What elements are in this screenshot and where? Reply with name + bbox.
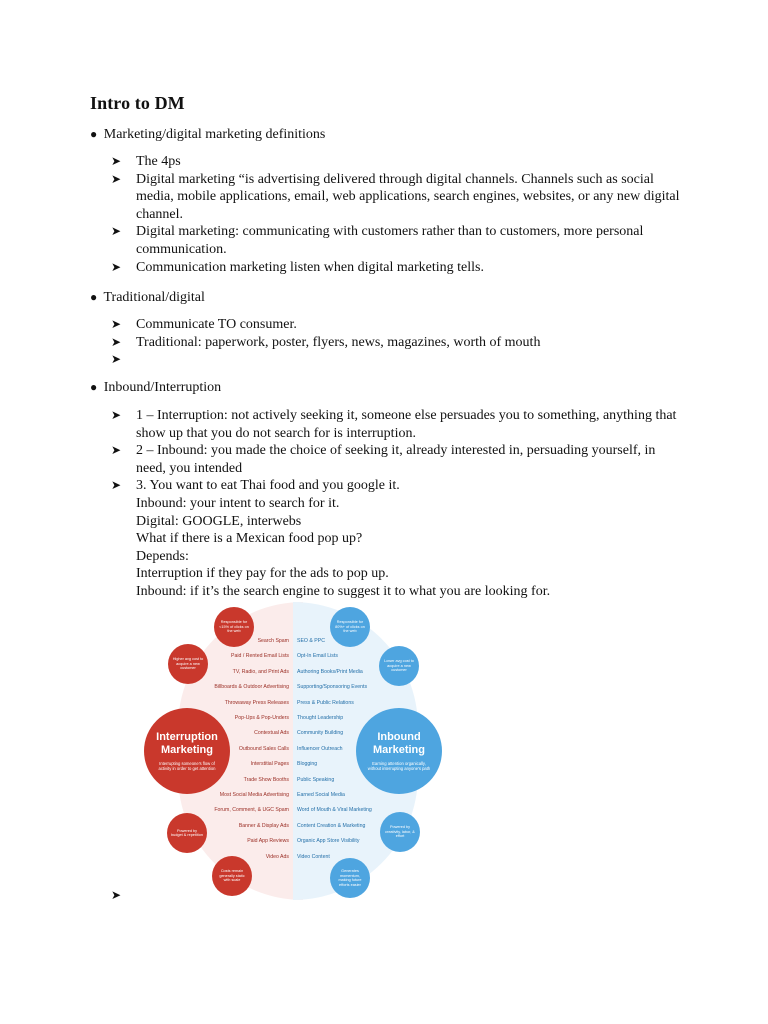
interruption-item: Outbound Sales Calls xyxy=(238,745,289,752)
list-item xyxy=(111,351,681,369)
arrow-bullet-icon: ➤ xyxy=(111,408,122,422)
interruption-item: Forum, Comment, & UGC Spam xyxy=(214,807,289,814)
list-item xyxy=(111,442,681,477)
inbound-vs-interruption-infographic xyxy=(138,602,448,902)
arrow-bullet-icon: ➤ xyxy=(111,171,122,186)
inbound-note-cost: Lower avg cost to acquire a new customer xyxy=(379,646,419,686)
list-item-text: Depends: xyxy=(136,548,189,564)
list-item-text xyxy=(136,351,681,369)
list-item-text: 2 – Inbound: you made the choice of seeking it, already interested in, persuading yourself, in xyxy=(136,443,656,459)
interruption-note-powered: Powered by budget & repetition xyxy=(167,813,207,853)
arrow-bullet-icon: ➤ xyxy=(111,334,122,349)
interruption-item: Contextual Ads xyxy=(254,730,289,737)
interruption-item: Throwaway Press Releases xyxy=(224,699,289,706)
list-item-text: show up that you do not search for is interruption. xyxy=(136,425,416,441)
inbound-item: Organic App Store Visibility xyxy=(297,838,360,845)
inbound-marketing-circle xyxy=(356,708,442,794)
interruption-item: Pop-Ups & Pop-Unders xyxy=(234,715,289,721)
inbound-item: Supporting/Sponsoring Events xyxy=(297,684,368,691)
list-item xyxy=(111,171,681,224)
list-item-text: 1 – Interruption: not actively seeking it, someone else persuades you to something, anything that xyxy=(136,408,677,423)
inbound-item: Blogging xyxy=(297,761,318,768)
interruption-item: Banner & Display Ads xyxy=(238,822,289,829)
inbound-item: Opt-In Email Lists xyxy=(297,653,338,660)
arrow-bullet-icon: ➤ xyxy=(111,352,122,367)
list-item-text: Interruption if they pay for the ads to pop up. xyxy=(136,566,389,582)
interruption-item: Interstitial Pages xyxy=(250,761,289,768)
arrow-bullet-icon: ➤ xyxy=(111,224,122,239)
arrow-bullet-icon: ➤ xyxy=(111,259,122,274)
inbound-subtitle: Earning attention organically, without interrupting anyone's path xyxy=(367,761,431,771)
inbound-note-powered: Powered by creativity, labor, & effort xyxy=(380,812,420,852)
definitions-list xyxy=(111,153,681,276)
inbound-title: Inbound Marketing xyxy=(373,731,425,756)
list-item xyxy=(111,407,681,442)
inbound-item: Authoring Books/Print Media xyxy=(297,668,363,675)
section-heading-inbound: ● Inbound/Interruption xyxy=(90,380,222,395)
inbound-item: Content Creation & Marketing xyxy=(297,822,366,829)
inbound-note-momentum: Generates momentum, making future efforts easier xyxy=(330,858,370,898)
arrow-bullet-icon: ➤ xyxy=(111,478,122,493)
arrow-bullet-icon: ➤ xyxy=(111,443,122,458)
inbound-note-clicks: Responsible for 80%+ of clicks on the web xyxy=(330,607,370,647)
list-item xyxy=(111,334,681,352)
list-item-text: need, you intended xyxy=(136,460,243,476)
list-item xyxy=(111,153,681,171)
list-item-text: communication. xyxy=(136,241,227,257)
bullet-dot-icon: ● xyxy=(90,290,98,304)
list-item-text: Digital marketing: communicating with customers rather than to customers, more personal xyxy=(136,224,644,240)
inbound-item: Community Building xyxy=(297,730,344,737)
list-item-text: media, mobile applications, email, web applications, search engines, websites, or any new digital xyxy=(136,189,680,205)
inbound-item: Earned Social Media xyxy=(297,792,345,798)
interruption-note-clicks: Responsible for <15% of clicks on the web xyxy=(214,607,254,647)
list-item-text: The 4ps xyxy=(136,154,181,169)
inbound-item: Influencer Outreach xyxy=(297,745,343,752)
interruption-title: Interruption Marketing xyxy=(156,731,218,756)
inbound-item: Public Speaking xyxy=(297,776,335,783)
traditional-list xyxy=(111,316,681,369)
list-item xyxy=(111,259,681,277)
section-heading-definitions: ● Marketing/digital marketing definitions xyxy=(90,127,326,142)
list-item-text: Digital marketing “is advertising delivered through digital channels. Channels such as social xyxy=(136,171,654,187)
interruption-item: Video Ads xyxy=(265,853,289,860)
list-item xyxy=(111,316,681,334)
list-item-text: Communicate TO consumer. xyxy=(136,317,297,332)
list-item-text: Traditional: paperwork, poster, flyers, news, magazines, worth of mouth xyxy=(136,334,541,350)
interruption-item: Billboards & Outdoor Advertising xyxy=(214,684,289,691)
interruption-marketing-circle xyxy=(144,708,230,794)
interruption-item: Paid App Reviews xyxy=(247,838,289,845)
inbound-item: SEO & PPC xyxy=(297,638,325,644)
interruption-note-cost: Higher avg cost to acquire a new customer xyxy=(168,644,208,684)
inbound-item: Video Content xyxy=(297,853,330,860)
list-item-text: Inbound: your intent to search for it. xyxy=(136,495,340,511)
interruption-note-costs: Costs remain generally static with scale xyxy=(212,856,252,896)
list-item-text: 3. You want to eat Thai food and you google it. xyxy=(136,478,400,494)
interruption-item: Trade Show Booths xyxy=(243,776,289,783)
inbound-item: Word of Mouth & Viral Marketing xyxy=(297,807,372,814)
interruption-subtitle: Interrupting someone's flow of activity in order to get attention xyxy=(158,761,216,771)
inbound-item: Press & Public Relations xyxy=(297,699,354,706)
interruption-item: Search Spam xyxy=(257,638,289,644)
list-item-text: Digital: GOOGLE, interwebs xyxy=(136,513,302,529)
list-item-text: Communication marketing listen when digital marketing tells. xyxy=(136,259,484,275)
inbound-list xyxy=(111,407,681,601)
list-item-text: channel. xyxy=(136,206,184,222)
section-heading-traditional: ● Traditional/digital xyxy=(90,290,205,305)
inbound-item: Thought Leadership xyxy=(297,715,344,721)
list-item-text: What if there is a Mexican food pop up? xyxy=(136,531,363,547)
bullet-dot-icon: ● xyxy=(90,127,98,141)
interruption-item: Paid / Rented Email Lists xyxy=(231,653,289,660)
list-item xyxy=(111,223,681,258)
list-item-text: Inbound: if it’s the search engine to suggest it to what you are looking for. xyxy=(136,583,551,599)
arrow-bullet-icon: ➤ xyxy=(111,317,122,331)
bullet-dot-icon: ● xyxy=(90,380,98,394)
empty-list-arrow-icon: ➤ xyxy=(111,888,122,902)
list-item xyxy=(111,477,681,600)
interruption-item: TV, Radio, and Print Ads xyxy=(232,668,289,675)
arrow-bullet-icon: ➤ xyxy=(111,154,122,168)
page-title: Intro to DM xyxy=(90,93,185,113)
interruption-item: Most Social Media Advertising xyxy=(219,792,289,798)
